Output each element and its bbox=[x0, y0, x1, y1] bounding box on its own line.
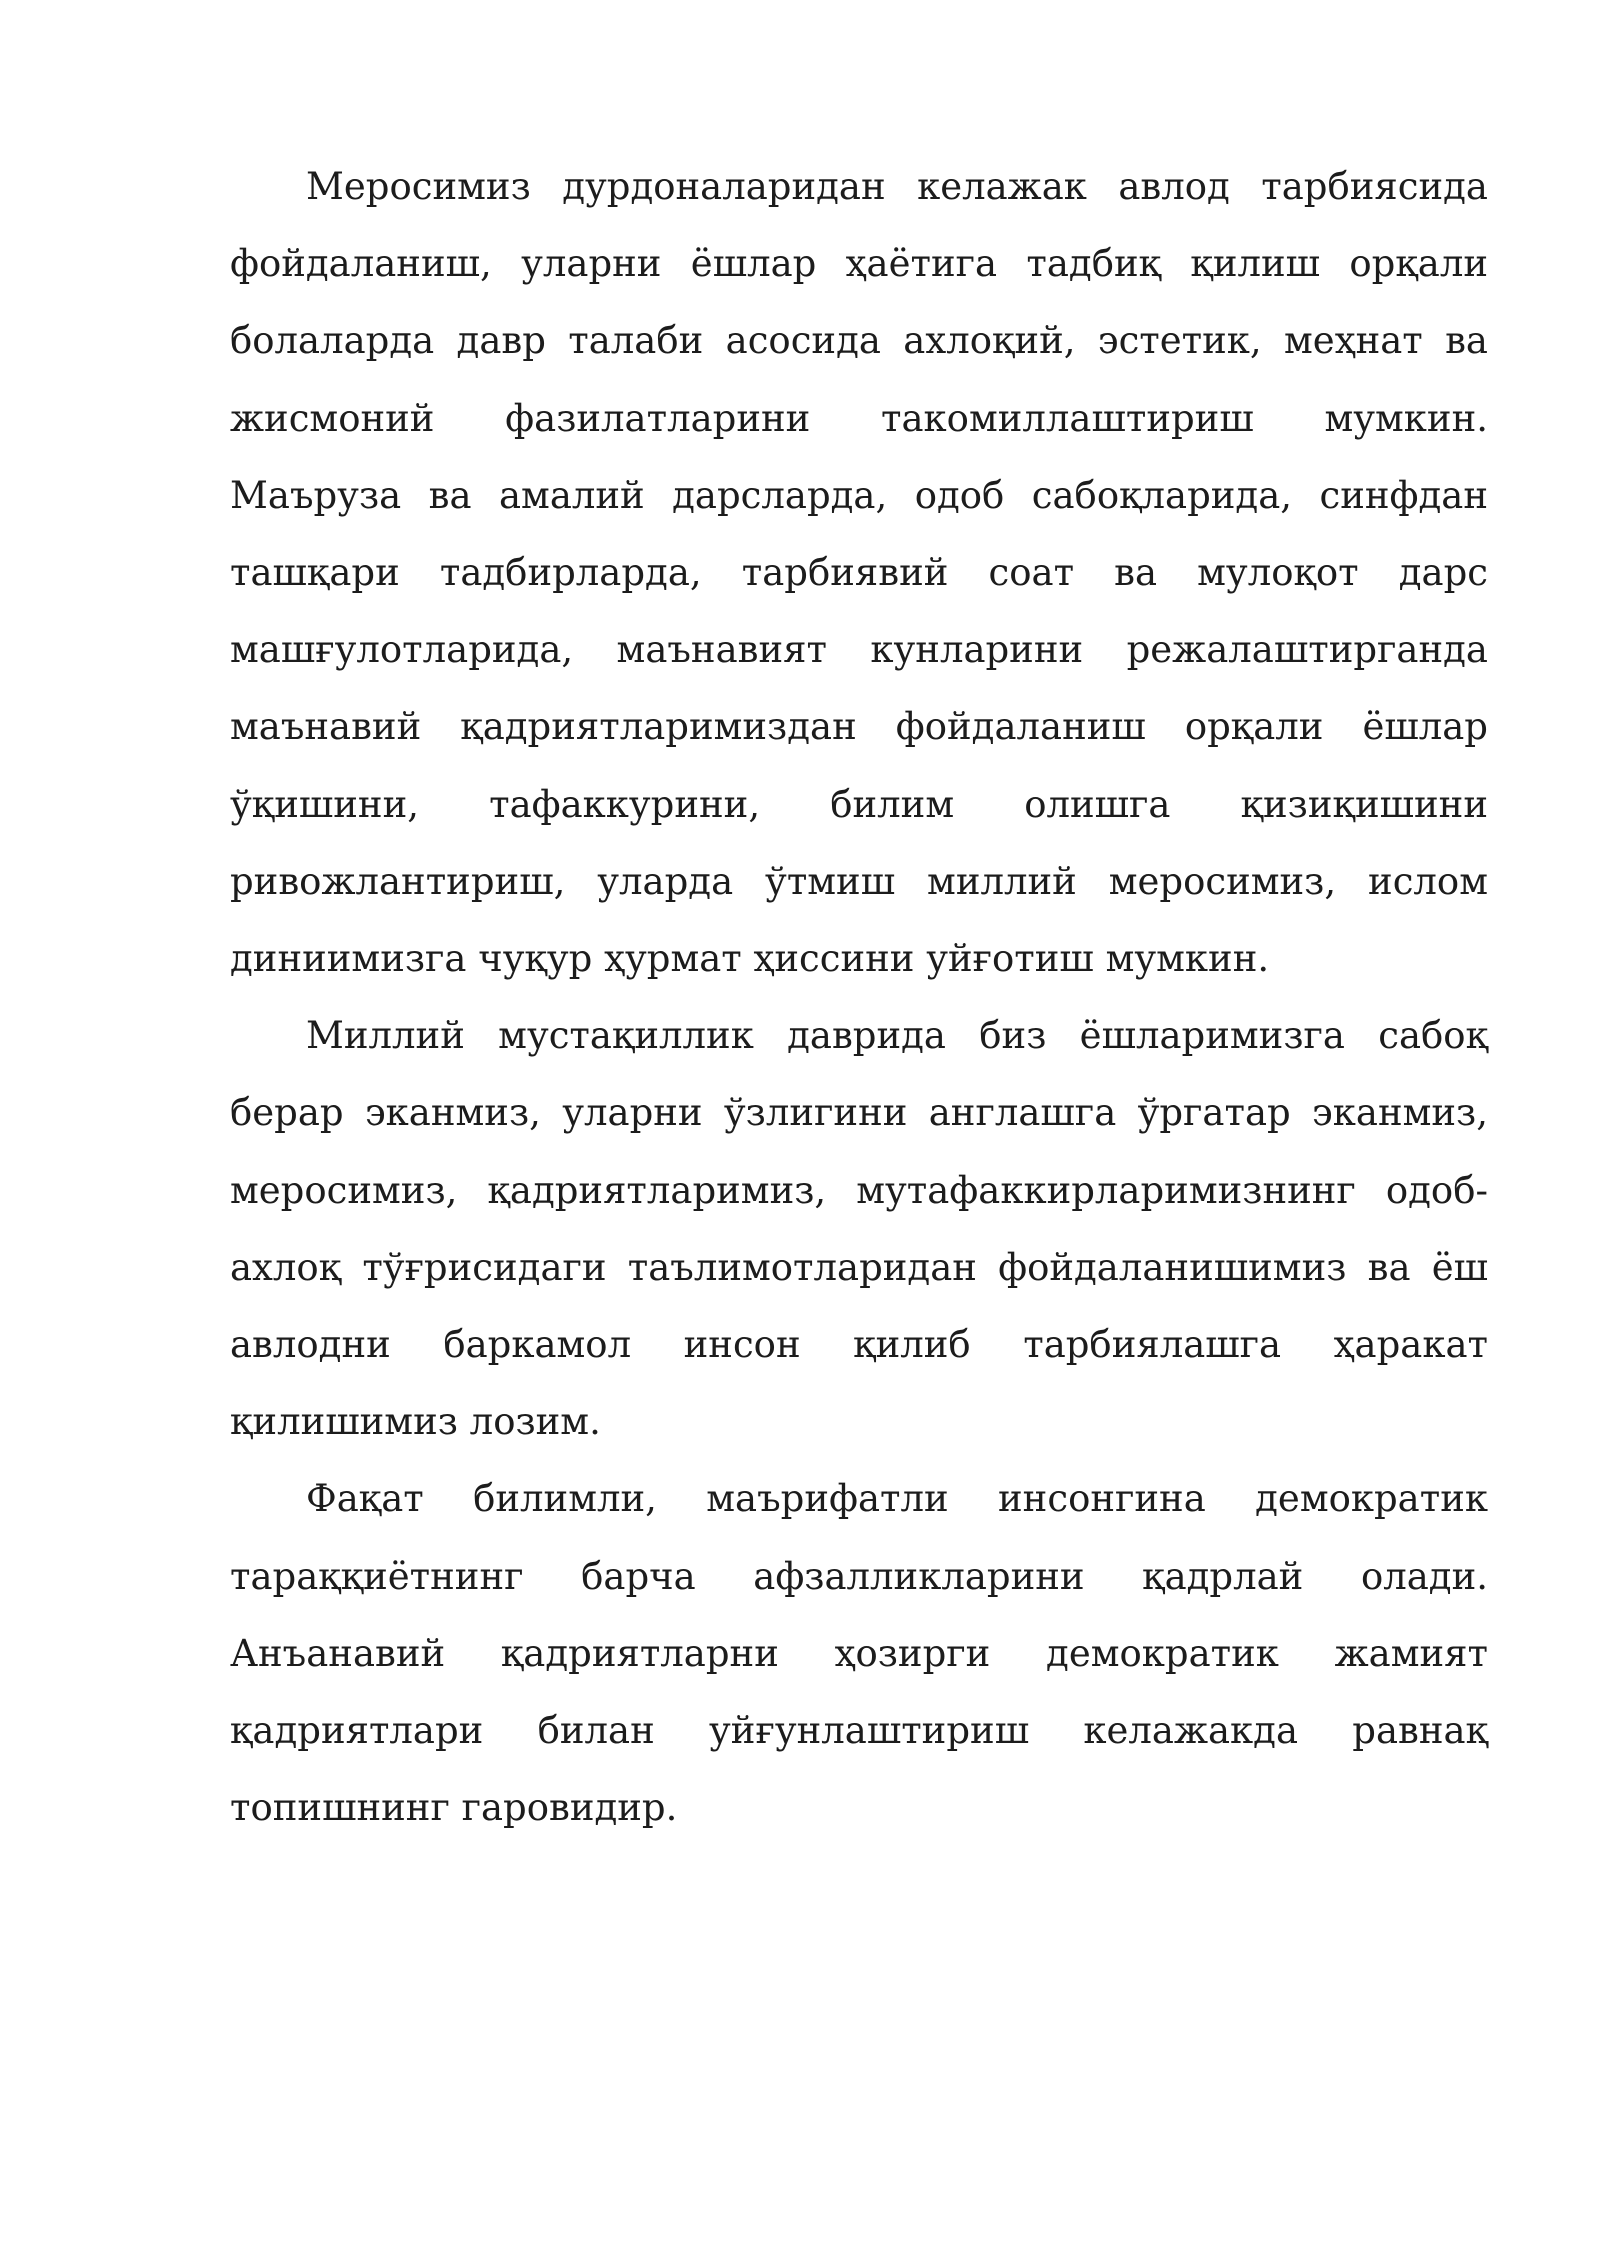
paragraph-3: Фақат билимли, маърифатли инсонгина демократик тараққиётнинг барча афзалликларини қадрлай олади. Анъанавий қадриятларни ҳозирги демократик жамият қадриятлари билан уйғунлаштириш келажакда равнақ топишнинг гаровидир. bbox=[230, 1477, 1488, 1830]
paragraph-1: Меросимиз дурдоналаридан келажак авлод тарбиясида фойдаланиш, уларни ёшлар ҳаётига тадбиқ қилиш орқали болаларда давр талаби асосида ахлоқий, эстетик, меҳнат ва жисмоний фазилатларини такомиллаштириш мумкин. Маъруза ва амалий дарсларда, одоб сабоқларида, синфдан ташқари тадбирларда, тарбиявий соат ва мулоқот дарс машғулотларида, маънавият кунларини режалаштирганда маънавий қадриятларимиздан фойдаланиш орқали ёшлар ўқишини, тафаккурини, билим олишга қизиқишини ривожлантириш, уларда ўтмиш миллий меросимиз, ислом диниимизга чуқур ҳурмат ҳиссини уйғотиш мумкин. bbox=[230, 165, 1488, 981]
body-text bbox=[230, 148, 1488, 1846]
paragraph-2: Миллий мустақиллик даврида биз ёшларимизга сабоқ берар эканмиз, уларни ўзлигини англашга ўргатар эканмиз, меросимиз, қадриятларимиз, мутафаккирларимизнинг одоб-ахлоқ тўғрисидаги таълимотларидан фойдаланишимиз ва ёш авлодни баркамол инсон қилиб тарбиялашга ҳаракат қилишимиз лозим. bbox=[230, 1014, 1488, 1444]
